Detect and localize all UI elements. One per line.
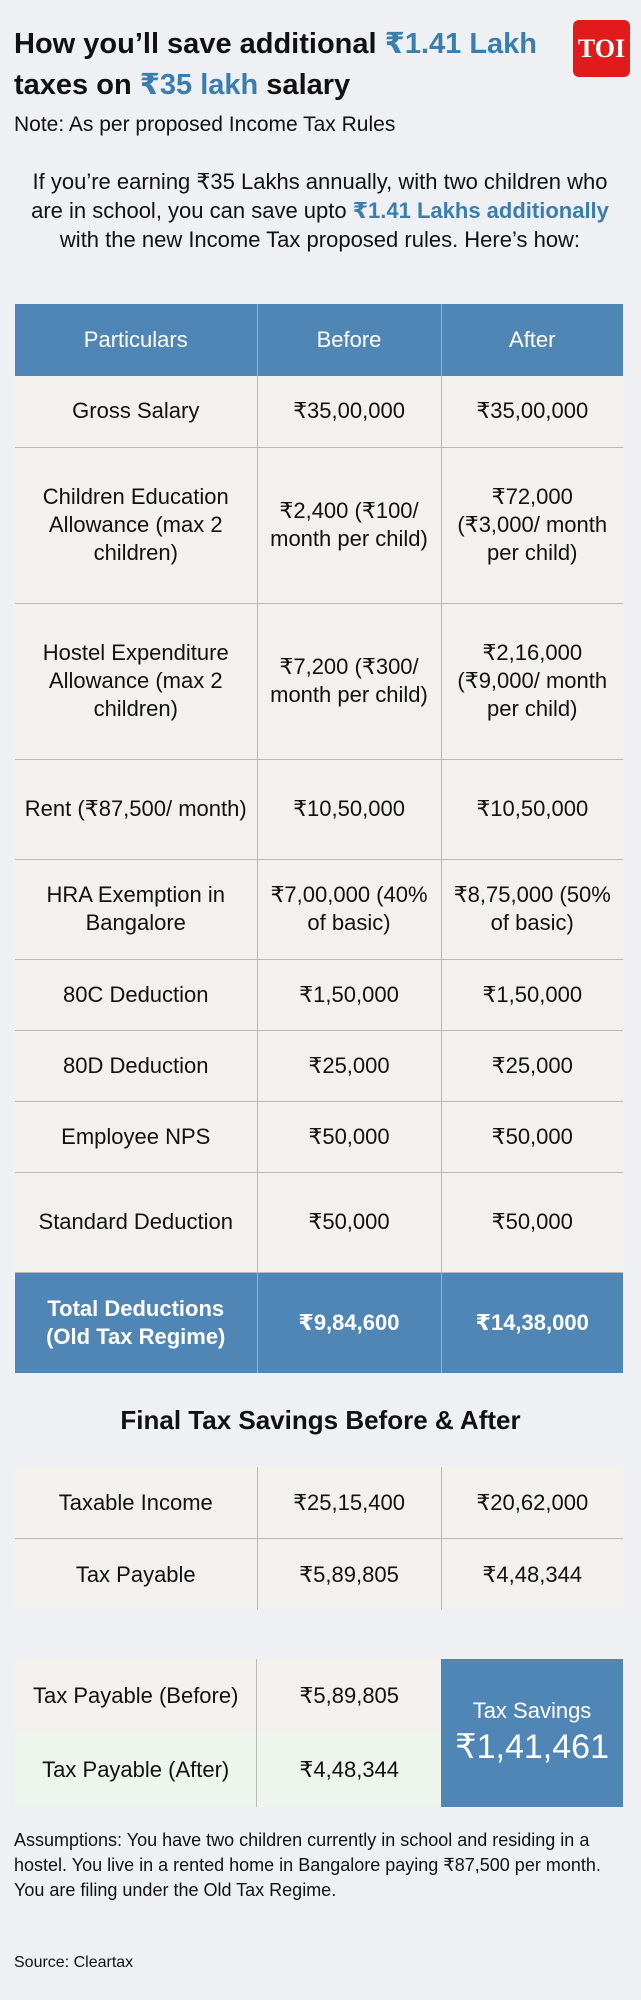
header-before: Before bbox=[257, 304, 441, 376]
table-row bbox=[15, 759, 623, 859]
row-after: ₹72,000 (₹3,000/ month per child) bbox=[441, 447, 623, 603]
table-row bbox=[15, 959, 623, 1030]
table-row bbox=[15, 1101, 623, 1172]
row-label: HRA Exemption in Bangalore bbox=[15, 859, 257, 959]
header-particulars: Particulars bbox=[15, 304, 257, 376]
title-prefix: How you’ll save additional bbox=[14, 28, 385, 60]
row-before: ₹10,50,000 bbox=[257, 759, 441, 859]
row-after: ₹35,00,000 bbox=[441, 376, 623, 447]
row-label: Gross Salary bbox=[15, 376, 257, 447]
tax-payable-after-value: ₹4,48,344 bbox=[256, 1733, 441, 1807]
intro-highlight: ₹1.41 Lakhs additionally bbox=[352, 198, 609, 223]
tax-payable-after-label: Tax Payable (After) bbox=[42, 1757, 230, 1782]
row-after: ₹8,75,000 (50% of basic) bbox=[441, 859, 623, 959]
tax-savings-box bbox=[441, 1659, 623, 1807]
page-title bbox=[14, 24, 554, 106]
tax-payable-before-value: ₹5,89,805 bbox=[256, 1659, 441, 1733]
row-label: Employee NPS bbox=[15, 1101, 257, 1172]
row-before: ₹5,89,805 bbox=[257, 1539, 441, 1611]
note-text: Note: As per proposed Income Tax Rules bbox=[14, 113, 396, 136]
tax-payable-after-row bbox=[15, 1733, 441, 1807]
total-row bbox=[15, 1272, 623, 1373]
tax-payable-before-label: Tax Payable (Before) bbox=[33, 1683, 239, 1708]
table-row bbox=[15, 859, 623, 959]
row-before: ₹50,000 bbox=[257, 1101, 441, 1172]
total-label: Total Deductions (Old Tax Regime) bbox=[15, 1272, 257, 1373]
title-salary: ₹35 lakh bbox=[139, 69, 259, 101]
header-after: After bbox=[441, 304, 623, 376]
title-mid: taxes on bbox=[14, 69, 140, 101]
row-after: ₹50,000 bbox=[441, 1101, 623, 1172]
row-label: Taxable Income bbox=[15, 1467, 257, 1539]
final-savings-title: Final Tax Savings Before & After bbox=[120, 1405, 521, 1435]
total-before: ₹9,84,600 bbox=[257, 1272, 441, 1373]
title-amount: ₹1.41 Lakh bbox=[384, 28, 538, 60]
table-row bbox=[15, 1539, 623, 1611]
table-row bbox=[15, 376, 623, 447]
row-before: ₹7,00,000 (40% of basic) bbox=[257, 859, 441, 959]
row-before: ₹25,15,400 bbox=[257, 1467, 441, 1539]
intro-part1: If you’re earning ₹35 Lakhs annually, with two children who are in school, you can save upto bbox=[31, 169, 608, 223]
row-label: Tax Payable bbox=[15, 1539, 257, 1611]
row-label: 80C Deduction bbox=[15, 959, 257, 1030]
tax-payable-before-row bbox=[15, 1659, 441, 1733]
row-label: Rent (₹87,500/ month) bbox=[15, 759, 257, 859]
table-row bbox=[15, 1467, 623, 1539]
tax-savings-label: Tax Savings bbox=[472, 1698, 592, 1723]
source-text: Source: Cleartax bbox=[14, 1954, 134, 1971]
table-header-row bbox=[15, 304, 623, 376]
particulars-table bbox=[15, 304, 623, 1373]
row-before: ₹2,400 (₹100/ month per child) bbox=[257, 447, 441, 603]
row-before: ₹1,50,000 bbox=[257, 959, 441, 1030]
assumptions-text: Assumptions: You have two children currently in school and residing in a hostel. You live in a rented home in Bangalore paying ₹87,500 per month. You are filing under the Old Tax Regime. bbox=[14, 1830, 601, 1900]
intro-part2: with the new Income Tax proposed rules. Here’s how: bbox=[59, 227, 581, 252]
total-after: ₹14,38,000 bbox=[441, 1272, 623, 1373]
row-label: 80D Deduction bbox=[15, 1030, 257, 1101]
row-before: ₹50,000 bbox=[257, 1172, 441, 1272]
row-label: Hostel Expenditure Allowance (max 2 children) bbox=[15, 603, 257, 759]
tax-savings-value: ₹1,41,461 bbox=[455, 1728, 609, 1766]
row-before: ₹35,00,000 bbox=[257, 376, 441, 447]
row-after: ₹50,000 bbox=[441, 1172, 623, 1272]
row-label: Children Education Allowance (max 2 children) bbox=[15, 447, 257, 603]
row-after: ₹2,16,000 (₹9,000/ month per child) bbox=[441, 603, 623, 759]
title-suffix: salary bbox=[258, 69, 351, 101]
row-after: ₹10,50,000 bbox=[441, 759, 623, 859]
row-after: ₹25,000 bbox=[441, 1030, 623, 1101]
row-before: ₹25,000 bbox=[257, 1030, 441, 1101]
final-tax-table bbox=[15, 1467, 623, 1610]
table-row bbox=[15, 1030, 623, 1101]
header bbox=[14, 24, 554, 106]
toi-logo: TOI bbox=[573, 20, 630, 77]
table-row bbox=[15, 603, 623, 759]
row-after: ₹1,50,000 bbox=[441, 959, 623, 1030]
row-label: Standard Deduction bbox=[15, 1172, 257, 1272]
row-after: ₹4,48,344 bbox=[441, 1539, 623, 1611]
table-row bbox=[15, 1172, 623, 1272]
table-row bbox=[15, 447, 623, 603]
row-before: ₹7,200 (₹300/ month per child) bbox=[257, 603, 441, 759]
row-after: ₹20,62,000 bbox=[441, 1467, 623, 1539]
intro-paragraph bbox=[20, 167, 620, 254]
tax-payable-comparison bbox=[15, 1659, 441, 1807]
